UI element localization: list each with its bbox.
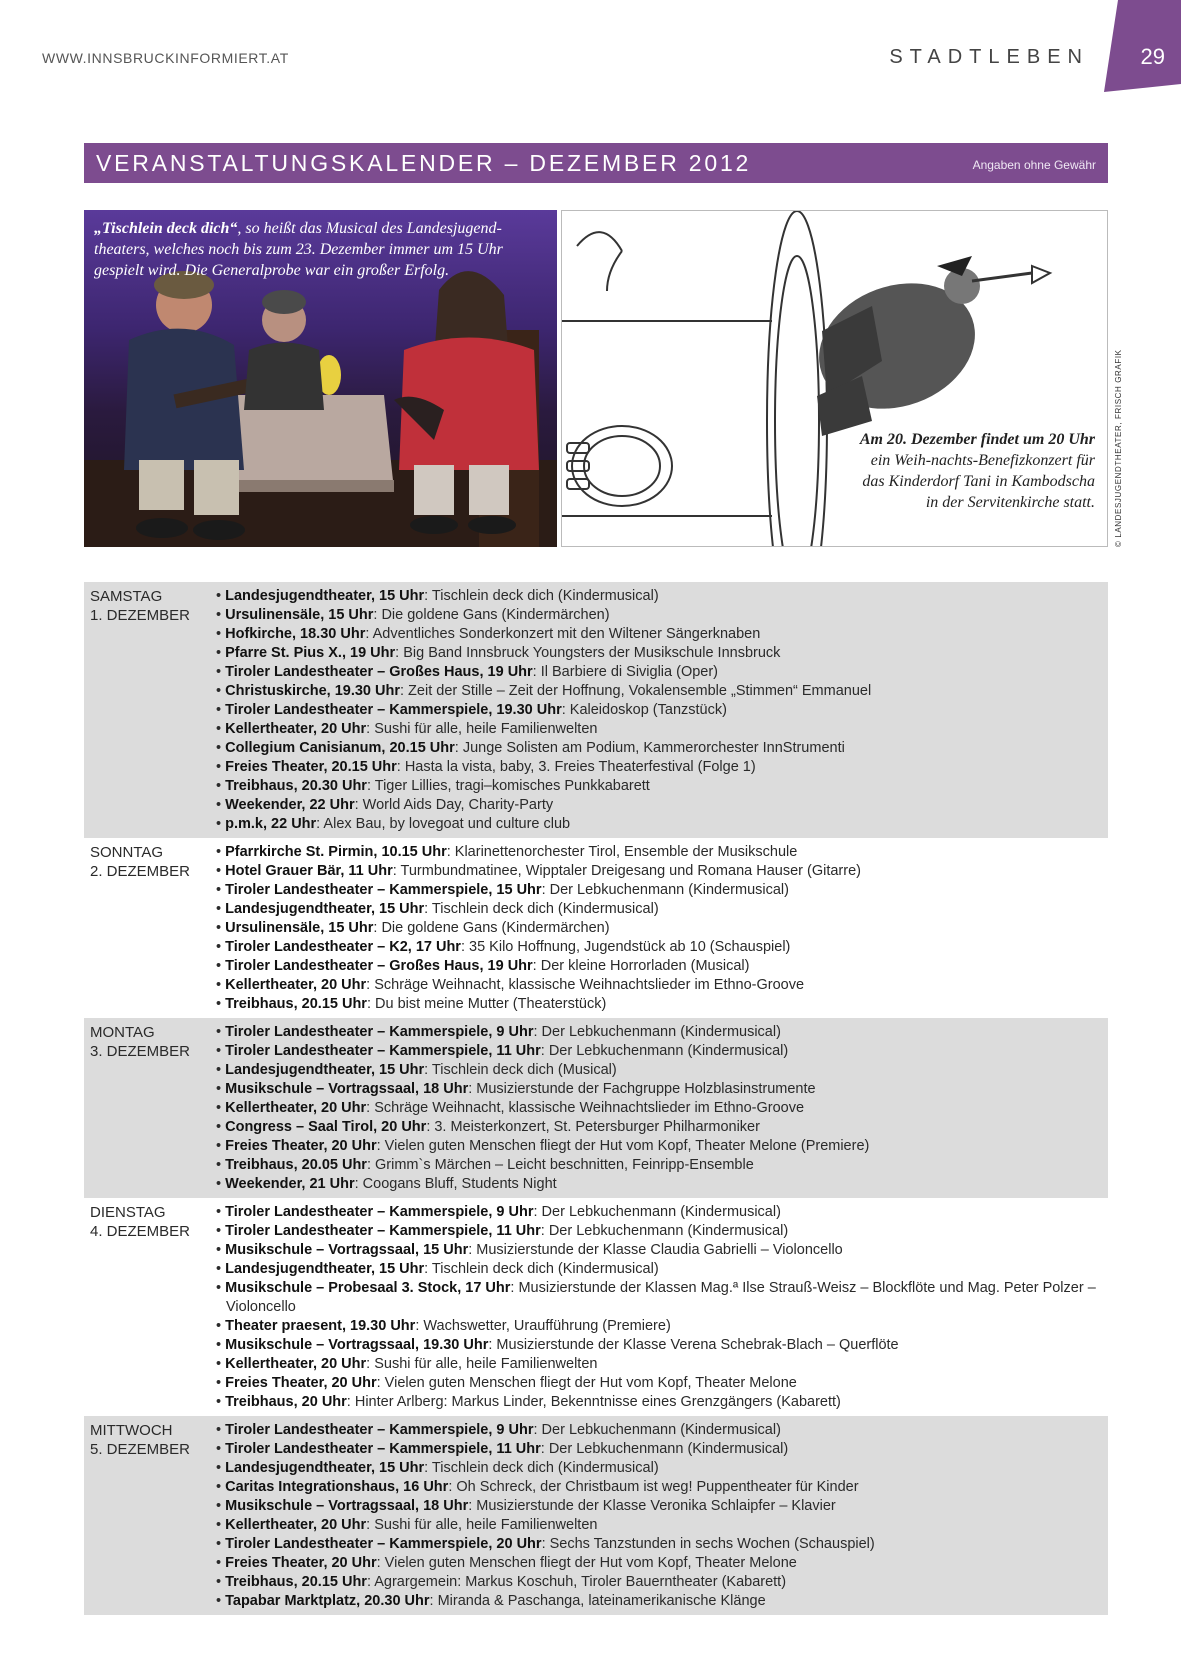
event-venue: Tiroler Landestheater – Kammerspiele, 20 Uhr [225,1536,542,1552]
weekday: SAMSTAG [90,588,163,605]
event-item [216,815,1102,834]
event-item [216,862,1102,881]
event-item [216,1241,1102,1260]
drawing-caption: Am 20. Dezember findet um 20 Uhr ein Weih-nachts-Benefizkonzert für das Kinderdorf Tani in Kambodscha in der Servitenkirche statt. [859,431,1095,511]
event-item [216,1516,1102,1535]
event-item [216,625,1102,644]
event-item [216,1459,1102,1478]
event-description: : Sechs Tanzstunden in sechs Wochen (Schauspiel) [541,1536,875,1552]
event-description: : Der Lebkuchenmann (Kindermusical) [540,1043,789,1059]
event-venue: Musikschule – Vortragssaal, 19.30 Uhr [225,1337,489,1353]
weekday: MONTAG [90,1024,155,1041]
event-venue: Treibhaus, 20.30 Uhr [225,778,367,794]
event-venue: Kellertheater, 20 Uhr [225,1356,367,1372]
event-item [216,1478,1102,1497]
day-label [90,1421,216,1611]
event-list [216,587,1102,834]
event-description: : World Aids Day, Charity-Party [354,797,554,813]
date: 3. DEZEMBER [90,1043,191,1060]
event-item [216,663,1102,682]
event-item [216,1080,1102,1099]
event-description: : Der Lebkuchenmann (Kindermusical) [540,1441,789,1457]
event-item [216,1156,1102,1175]
event-description: : Adventliches Sonderkonzert mit den Wiltener Sängerknaben [365,626,761,642]
page-number: 29 [1140,44,1165,69]
event-description: : Der Lebkuchenmann (Kindermusical) [533,1422,781,1438]
event-venue: Musikschule – Vortragssaal, 18 Uhr [225,1498,469,1514]
event-description: : Der Lebkuchenmann (Kindermusical) [533,1204,781,1220]
event-venue: Treibhaus, 20 Uhr [225,1394,347,1410]
event-venue: Pfarre St. Pius X., 19 Uhr [225,645,396,661]
event-item [216,796,1102,815]
event-venue: Treibhaus, 20.05 Uhr [225,1157,367,1173]
event-venue: Tiroler Landestheater – Kammerspiele, 9 Uhr [225,1204,534,1220]
event-item [216,1554,1102,1573]
event-venue: Tapabar Marktplatz, 20.30 Uhr [225,1593,430,1609]
event-item [216,1573,1102,1592]
event-item [216,1023,1102,1042]
event-item [216,957,1102,976]
event-item [216,1393,1102,1412]
event-description: : Tischlein deck dich (Kindermusical) [424,901,659,917]
event-list [216,1421,1102,1611]
event-item [216,701,1102,720]
event-list [216,1203,1102,1412]
event-venue: Musikschule – Vortragssaal, 18 Uhr [225,1081,469,1097]
date: 4. DEZEMBER [90,1223,191,1240]
event-item [216,1042,1102,1061]
event-description: : Die goldene Gans (Kindermärchen) [373,607,610,623]
event-venue: Ursulinensäle, 15 Uhr [225,920,374,936]
tuba-illustration [561,210,1108,547]
event-venue: Freies Theater, 20 Uhr [225,1375,377,1391]
day-label [90,1203,216,1412]
event-venue: Landesjugendtheater, 15 Uhr [225,1261,425,1277]
theatre-photo [84,210,557,547]
event-description: : Vielen guten Menschen fliegt der Hut vom Kopf, Theater Melone [376,1555,797,1571]
event-venue: Hofkirche, 18.30 Uhr [225,626,366,642]
event-item [216,682,1102,701]
event-venue: Weekender, 22 Uhr [225,797,355,813]
event-venue: p.m.k, 22 Uhr [225,816,317,832]
day-block [84,1198,1108,1416]
event-venue: Kellertheater, 20 Uhr [225,977,367,993]
event-description: : 3. Meisterkonzert, St. Petersburger Philharmoniker [426,1119,760,1135]
page-number-tab [1096,0,1181,92]
event-venue: Tiroler Landestheater – Kammerspiele, 11 Uhr [225,1441,541,1457]
event-venue: Theater praesent, 19.30 Uhr [225,1318,416,1334]
event-description: : Il Barbiere di Siviglia (Oper) [532,664,719,680]
event-description: : 35 Kilo Hoffnung, Jugendstück ab 10 (Schauspiel) [460,939,791,955]
date: 5. DEZEMBER [90,1441,191,1458]
event-venue: Tiroler Landestheater – Kammerspiele, 9 Uhr [225,1024,534,1040]
event-description: : Junge Solisten am Podium, Kammerorchester InnStrumenti [454,740,845,756]
event-venue: Tiroler Landestheater – Kammerspiele, 15 Uhr [225,882,542,898]
event-item [216,1118,1102,1137]
event-description: : Musizierstunde der Klassen Mag.ª Ilse Strauß-Weisz – Blockflöte und Mag. Peter Polzer – Violoncello [226,1280,1096,1315]
event-description: : Tischlein deck dich (Kindermusical) [424,588,659,604]
event-item [216,1099,1102,1118]
event-venue: Freies Theater, 20 Uhr [225,1138,377,1154]
day-label [90,843,216,1014]
event-item [216,1279,1102,1317]
event-item [216,587,1102,606]
date: 1. DEZEMBER [90,607,191,624]
day-block [84,1018,1108,1198]
event-item [216,777,1102,796]
event-description: : Der Lebkuchenmann (Kindermusical) [533,1024,781,1040]
day-label [90,587,216,834]
event-item [216,1497,1102,1516]
event-item [216,1336,1102,1355]
event-description: : Schräge Weihnacht, klassische Weihnachtslieder im Ethno-Groove [366,1100,805,1116]
event-description: : Tischlein deck dich (Musical) [424,1062,617,1078]
event-item [216,1440,1102,1459]
photo-credit: © LANDESJUGENDTHEATER, FRISCH GRAFIK [1114,349,1123,547]
event-description: : Alex Bau, by lovegoat und culture club [316,816,571,832]
event-item [216,720,1102,739]
event-item [216,1260,1102,1279]
event-list [216,1023,1102,1194]
event-description: : Wachswetter, Uraufführung (Premiere) [415,1318,671,1334]
event-description: : Vielen guten Menschen fliegt der Hut vom Kopf, Theater Melone [376,1375,797,1391]
event-description: : Musizierstunde der Klasse Veronika Schlaipfer – Klavier [468,1498,836,1514]
event-venue: Tiroler Landestheater – Kammerspiele, 19.30 Uhr [225,702,562,718]
event-venue: Treibhaus, 20.15 Uhr [225,996,367,1012]
event-item [216,938,1102,957]
event-item [216,1592,1102,1611]
event-description: : Tiger Lillies, tragi–komisches Punkkabarett [366,778,650,794]
weekday: SONNTAG [90,844,164,861]
event-venue: Tiroler Landestheater – Kammerspiele, 11 Uhr [225,1043,541,1059]
event-venue: Landesjugendtheater, 15 Uhr [225,588,425,604]
event-item [216,1355,1102,1374]
event-description: : Der Lebkuchenmann (Kindermusical) [540,1223,789,1239]
event-venue: Tiroler Landestheater – Kammerspiele, 9 Uhr [225,1422,534,1438]
event-item [216,995,1102,1014]
event-description: : Der kleine Horrorladen (Musical) [532,958,750,974]
event-item [216,644,1102,663]
event-venue: Pfarrkirche St. Pirmin, 10.15 Uhr [225,844,447,860]
event-description: : Kaleidoskop (Tanzstück) [561,702,727,718]
weekday: DIENSTAG [90,1204,166,1221]
event-item [216,1222,1102,1241]
event-venue: Hotel Grauer Bär, 11 Uhr [225,863,393,879]
event-venue: Kellertheater, 20 Uhr [225,721,367,737]
event-calendar [84,582,1108,1615]
event-venue: Caritas Integrationshaus, 16 Uhr [225,1479,449,1495]
event-description: : Miranda & Paschanga, lateinamerikanische Klänge [429,1593,766,1609]
event-venue: Tiroler Landestheater – Großes Haus, 19 Uhr [225,958,533,974]
event-item [216,976,1102,995]
event-description: : Zeit der Stille – Zeit der Hoffnung, Vokalensemble „Stimmen“ Emmanuel [400,683,872,699]
event-venue: Collegium Canisianum, 20.15 Uhr [225,740,455,756]
event-venue: Kellertheater, 20 Uhr [225,1517,367,1533]
event-venue: Congress – Saal Tirol, 20 Uhr [225,1119,427,1135]
event-venue: Musikschule – Vortragssaal, 15 Uhr [225,1242,469,1258]
event-list [216,843,1102,1014]
event-item [216,1374,1102,1393]
event-description: : Vielen guten Menschen fliegt der Hut vom Kopf, Theater Melone (Premiere) [376,1138,870,1154]
photo-caption: „Tischlein deck dich“, so heißt das Musical des Landesjugend-theaters, welches noch bis zum 23. Dezember immer um 15 Uhr gespielt wird. Die Generalprobe war ein großer Erfolg. [94,220,503,279]
event-venue: Musikschule – Probesaal 3. Stock, 17 Uhr [225,1280,511,1296]
event-item [216,900,1102,919]
event-item [216,1137,1102,1156]
event-venue: Landesjugendtheater, 15 Uhr [225,1062,425,1078]
event-item [216,1175,1102,1194]
event-description: : Schräge Weihnacht, klassische Weihnachtslieder im Ethno-Groove [366,977,805,993]
event-description: : Turmbundmatinee, Wipptaler Dreigesang und Romana Hauser (Gitarre) [392,863,861,879]
event-venue: Tiroler Landestheater – Kammerspiele, 11 Uhr [225,1223,541,1239]
event-description: : Tischlein deck dich (Kindermusical) [424,1261,659,1277]
event-item [216,758,1102,777]
site-url: WWW.INNSBRUCKINFORMIERT.AT [42,50,289,66]
day-block [84,838,1108,1018]
event-venue: Freies Theater, 20.15 Uhr [225,759,397,775]
event-item [216,1421,1102,1440]
day-block [84,582,1108,838]
event-description: : Sushi für alle, heile Familienwelten [366,1517,598,1533]
event-description: : Oh Schreck, der Christbaum ist weg! Puppentheater für Kinder [448,1479,859,1495]
day-block [84,1416,1108,1615]
event-venue: Weekender, 21 Uhr [225,1176,355,1192]
event-venue: Landesjugendtheater, 15 Uhr [225,1460,425,1476]
event-venue: Freies Theater, 20 Uhr [225,1555,377,1571]
event-item [216,1203,1102,1222]
event-description: : Hinter Arlberg: Markus Linder, Bekenntnisse eines Grenzgängers (Kabarett) [346,1394,841,1410]
event-description: : Musizierstunde der Klasse Verena Schebrak-Blach – Querflöte [488,1337,899,1353]
event-description: : Die goldene Gans (Kindermärchen) [373,920,610,936]
section-title: STADTLEBEN [889,46,1089,68]
event-description: : Big Band Innsbruck Youngsters der Musikschule Innsbruck [395,645,781,661]
event-venue: Tiroler Landestheater – K2, 17 Uhr [225,939,461,955]
event-item [216,1317,1102,1336]
event-item [216,843,1102,862]
event-item [216,1535,1102,1554]
disclaimer-note: Angaben ohne Gewähr [972,158,1096,172]
event-description: : Coogans Bluff, Students Night [354,1176,557,1192]
calendar-banner [84,143,1108,183]
weekday: MITTWOCH [90,1422,173,1439]
day-label [90,1023,216,1194]
event-description: : Der Lebkuchenmann (Kindermusical) [541,882,789,898]
event-description: : Grimm`s Märchen – Leicht beschnitten, Feinripp-Ensemble [366,1157,754,1173]
event-venue: Tiroler Landestheater – Großes Haus, 19 Uhr [225,664,533,680]
event-venue: Treibhaus, 20.15 Uhr [225,1574,367,1590]
event-description: : Agrargemein: Markus Koschuh, Tiroler Bauerntheater (Kabarett) [366,1574,787,1590]
event-description: : Klarinettenorchester Tirol, Ensemble der Musikschule [446,844,798,860]
event-venue: Ursulinensäle, 15 Uhr [225,607,374,623]
calendar-title: VERANSTALTUNGSKALENDER – DEZEMBER 2012 [96,150,752,176]
event-item [216,606,1102,625]
event-venue: Kellertheater, 20 Uhr [225,1100,367,1116]
event-description: : Sushi für alle, heile Familienwelten [366,721,598,737]
date: 2. DEZEMBER [90,863,191,880]
event-item [216,1061,1102,1080]
event-venue: Landesjugendtheater, 15 Uhr [225,901,425,917]
event-description: : Sushi für alle, heile Familienwelten [366,1356,598,1372]
event-item [216,739,1102,758]
event-description: : Musizierstunde der Klasse Claudia Gabrielli – Violoncello [468,1242,843,1258]
event-venue: Christuskirche, 19.30 Uhr [225,683,400,699]
event-description: : Musizierstunde der Fachgruppe Holzblasinstrumente [468,1081,816,1097]
event-description: : Hasta la vista, baby, 3. Freies Theaterfestival (Folge 1) [396,759,756,775]
event-item [216,919,1102,938]
event-item [216,881,1102,900]
event-description: : Du bist meine Mutter (Theaterstück) [366,996,607,1012]
event-description: : Tischlein deck dich (Kindermusical) [424,1460,659,1476]
